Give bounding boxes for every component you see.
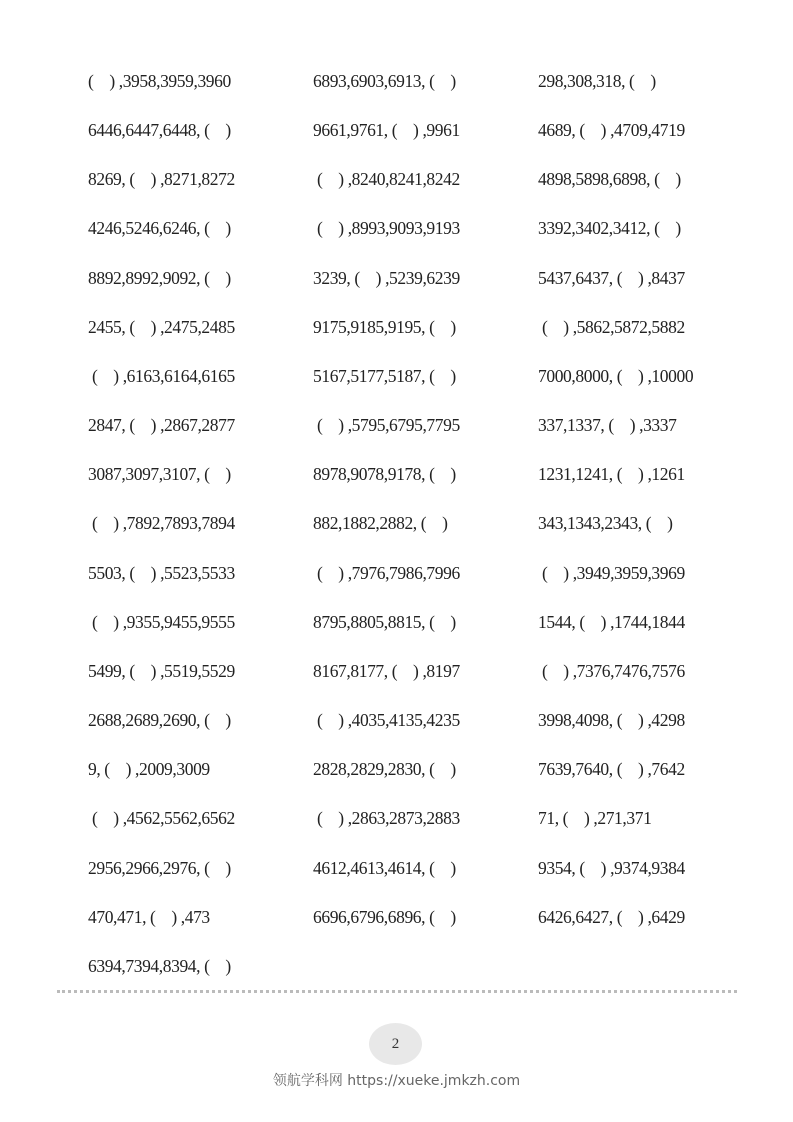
number-sequence: 6446,6447,6448, ( ) <box>88 120 231 141</box>
number-sequence: ( ) ,5862,5872,5882 <box>538 316 685 337</box>
number-sequence: 1544, ( ) ,1744,1844 <box>538 611 685 632</box>
number-sequence: 2688,2689,2690, ( ) <box>88 710 231 731</box>
number-sequence: 8795,8805,8815, ( ) <box>313 611 456 632</box>
number-sequence: 7000,8000, ( ) ,10000 <box>538 365 694 386</box>
exercise-row <box>88 413 748 462</box>
page-number: 2 <box>369 1023 422 1065</box>
number-sequence: 4612,4613,4614, ( ) <box>313 857 456 878</box>
number-sequence <box>313 954 538 1003</box>
exercise-row <box>88 856 748 905</box>
number-sequence: 343,1343,2343, ( ) <box>538 513 673 534</box>
exercise-row <box>88 462 748 511</box>
exercise-row <box>88 216 748 265</box>
number-sequence: 9661,9761, ( ) ,9961 <box>313 120 460 141</box>
number-sequence: 337,1337, ( ) ,3337 <box>538 415 677 436</box>
number-sequence: 3087,3097,3107, ( ) <box>88 464 231 485</box>
number-sequence: 6893,6903,6913, ( ) <box>313 71 456 91</box>
number-sequence: ( ) ,5795,6795,7795 <box>313 415 460 436</box>
exercise-row <box>88 757 748 806</box>
number-sequence: 6426,6427, ( ) ,6429 <box>538 906 685 927</box>
number-sequence: 5437,6437, ( ) ,8437 <box>538 267 685 288</box>
number-sequence: ( ) ,8993,9093,9193 <box>313 218 460 239</box>
number-sequence: 4898,5898,6898, ( ) <box>538 169 681 190</box>
number-sequence: 3392,3402,3412, ( ) <box>538 218 681 239</box>
number-sequence: 8892,8992,9092, ( ) <box>88 267 231 288</box>
dotted-divider <box>57 990 737 993</box>
exercise-row <box>88 266 748 315</box>
number-sequence: ( ) ,7376,7476,7576 <box>538 660 685 681</box>
number-sequence: ( ) ,6163,6164,6165 <box>88 365 235 386</box>
exercise-row <box>88 315 748 364</box>
number-sequence: 5503, ( ) ,5523,5533 <box>88 562 235 583</box>
number-sequence: 6394,7394,8394, ( ) <box>88 955 231 976</box>
exercise-row <box>88 610 748 659</box>
exercise-row <box>88 659 748 708</box>
number-sequence: 298,308,318, ( ) <box>538 71 656 91</box>
number-sequence: 6696,6796,6896, ( ) <box>313 906 456 927</box>
number-sequence: 5499, ( ) ,5519,5529 <box>88 660 235 681</box>
number-sequence: ( ) ,7976,7986,7996 <box>313 562 460 583</box>
exercise-row <box>88 167 748 216</box>
number-sequence: 2828,2829,2830, ( ) <box>313 759 456 780</box>
number-sequence: 8978,9078,9178, ( ) <box>313 464 456 485</box>
number-sequence: 4246,5246,6246, ( ) <box>88 218 231 239</box>
number-sequence: ( ) ,3958,3959,3960 <box>88 71 231 91</box>
number-sequence: 470,471, ( ) ,473 <box>88 906 210 927</box>
exercise-row <box>88 905 748 954</box>
number-sequence: 2956,2966,2976, ( ) <box>88 857 231 878</box>
exercise-row <box>88 118 748 167</box>
exercise-row <box>88 954 748 1003</box>
exercise-row <box>88 708 748 757</box>
number-sequence: 9175,9185,9195, ( ) <box>313 316 456 337</box>
number-sequence: ( ) ,4562,5562,6562 <box>88 808 235 829</box>
number-sequence: 1231,1241, ( ) ,1261 <box>538 464 685 485</box>
exercise-row <box>88 806 748 855</box>
number-sequence: 8167,8177, ( ) ,8197 <box>313 660 460 681</box>
number-sequence: 9, ( ) ,2009,3009 <box>88 759 210 780</box>
number-sequence: 3998,4098, ( ) ,4298 <box>538 710 685 731</box>
number-sequence: ( ) ,3949,3959,3969 <box>538 562 685 583</box>
number-sequence: 8269, ( ) ,8271,8272 <box>88 169 235 190</box>
number-sequence: 3239, ( ) ,5239,6239 <box>313 267 460 288</box>
exercise-row <box>88 511 748 560</box>
number-sequence: ( ) ,9355,9455,9555 <box>88 611 235 632</box>
number-sequence: ( ) ,8240,8241,8242 <box>313 169 460 190</box>
number-sequence: ( ) ,4035,4135,4235 <box>313 710 460 731</box>
exercise-row <box>88 561 748 610</box>
number-sequence: 9354, ( ) ,9374,9384 <box>538 857 685 878</box>
number-sequence: ( ) ,7892,7893,7894 <box>88 513 235 534</box>
footer-source: 领航学科网 https://xueke.jmkzh.com <box>272 1073 521 1089</box>
number-sequence: 2455, ( ) ,2475,2485 <box>88 316 235 337</box>
number-sequence: 5167,5177,5187, ( ) <box>313 365 456 386</box>
exercise-row <box>88 69 748 118</box>
number-sequence: 4689, ( ) ,4709,4719 <box>538 120 685 141</box>
number-sequence: 7639,7640, ( ) ,7642 <box>538 759 685 780</box>
exercise-row <box>88 364 748 413</box>
number-sequence: 2847, ( ) ,2867,2877 <box>88 415 235 436</box>
exercise-grid <box>88 69 748 1003</box>
number-sequence: ( ) ,2863,2873,2883 <box>313 808 460 829</box>
number-sequence: 71, ( ) ,271,371 <box>538 808 652 829</box>
number-sequence <box>538 954 748 1003</box>
number-sequence: 882,1882,2882, ( ) <box>313 513 448 534</box>
